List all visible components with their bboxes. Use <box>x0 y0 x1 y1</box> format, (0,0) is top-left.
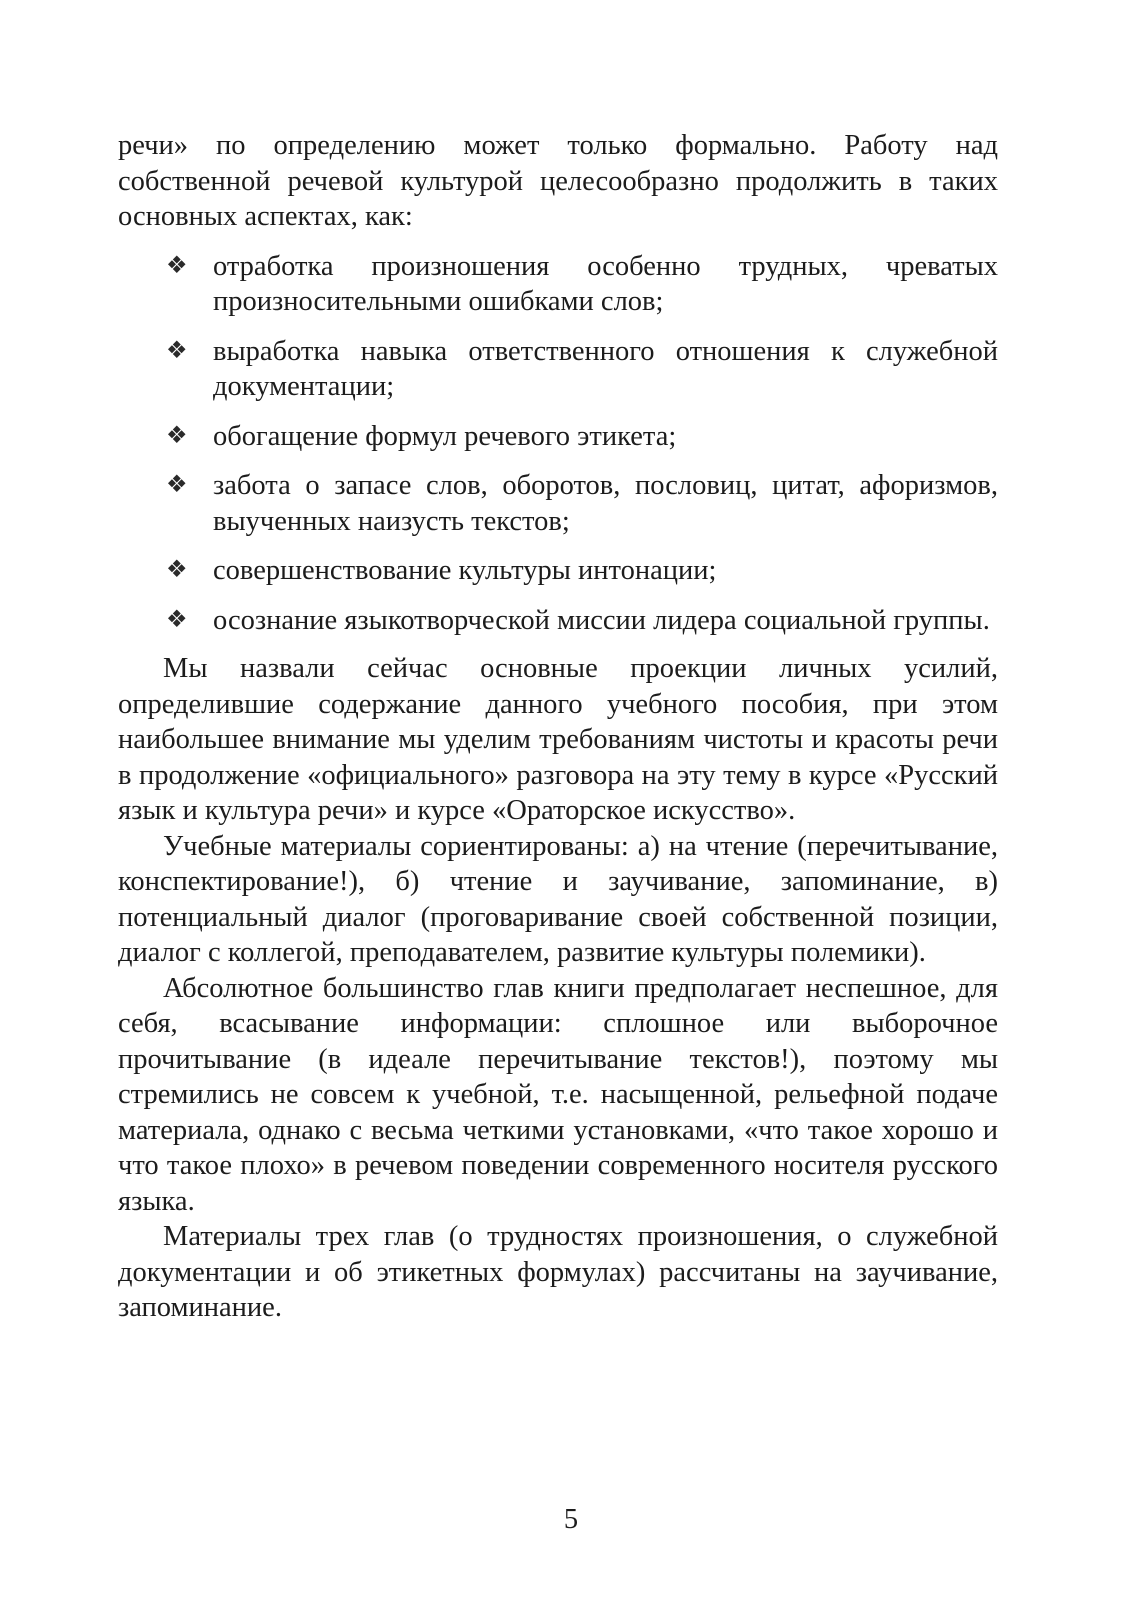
list-item-text: осознание языкотворческой миссии лидера социальной группы. <box>213 604 990 636</box>
list-item <box>118 419 998 455</box>
list-item-text: обогащение формул речевого этикета; <box>213 420 677 452</box>
diamond-bullet-icon: ❖ <box>166 252 188 279</box>
diamond-bullet-icon: ❖ <box>166 606 188 633</box>
list-item-text: отработка произношения особенно трудных, чреватых произносительными ошибками слов; <box>213 250 998 317</box>
list-item <box>118 603 998 639</box>
list-item <box>118 468 998 539</box>
diamond-bullet-icon: ❖ <box>166 557 188 583</box>
body-paragraph: Учебные материалы сориентированы: а) на чтение (перечитывание, конспектирование!), б) чтение и заучивание, запоминание, в) потенциальный диалог (проговаривание своей собственной позиции, диалог с коллегой, преподавателем, развитие культуры полемики). <box>118 830 998 968</box>
body-paragraph: Мы назвали сейчас основные проекции личных усилий, определившие содержание данного учебного пособия, при этом наибольшее внимание мы уделим требованиям чистоты и красоты речи в продолжение «официального» разговора на эту тему в курсе «Русский язык и культура речи» и курсе «Ораторское искусство». <box>118 653 998 826</box>
list-item-text: выработка навыка ответственного отношения к служебной документации; <box>213 335 998 402</box>
intro-paragraph: речи» по определению может только формально. Работу над собственной речевой культурой целесообразно продолжить в таких основных аспектах, как: <box>118 130 998 232</box>
diamond-bullet-icon: ❖ <box>166 472 188 498</box>
list-item-text: совершенствование культуры интонации; <box>213 555 717 586</box>
list-item <box>118 249 998 320</box>
page-number: 5 <box>563 1504 579 1535</box>
list-item <box>118 553 998 589</box>
diamond-bullet-icon: ❖ <box>166 337 188 364</box>
list-item-text: забота о запасе слов, оборотов, пословиц, цитат, афоризмов, выученных наизусть текстов; <box>213 470 998 537</box>
body-paragraph: Материалы трех глав (о трудностях произношения, о служебной документации и об этикетных формулах) рассчитаны на заучивание, запоминание. <box>118 1221 998 1323</box>
list-item <box>118 334 998 405</box>
diamond-bullet-icon: ❖ <box>166 422 188 449</box>
page-body <box>118 128 998 1326</box>
aspects-list <box>118 249 998 639</box>
body-paragraph: Абсолютное большинство глав книги предполагает неспешное, для себя, всасывание информации: сплошное или выборочное прочитывание (в идеале перечитывание текстов!), поэтому мы стремились не совсем к учебной, т.е. насыщенной, рельефной подаче материала, однако с весьма четкими установками, «что такое хорошо и что такое плохо» в речевом поведении современного носителя русского языка. <box>118 972 998 1217</box>
